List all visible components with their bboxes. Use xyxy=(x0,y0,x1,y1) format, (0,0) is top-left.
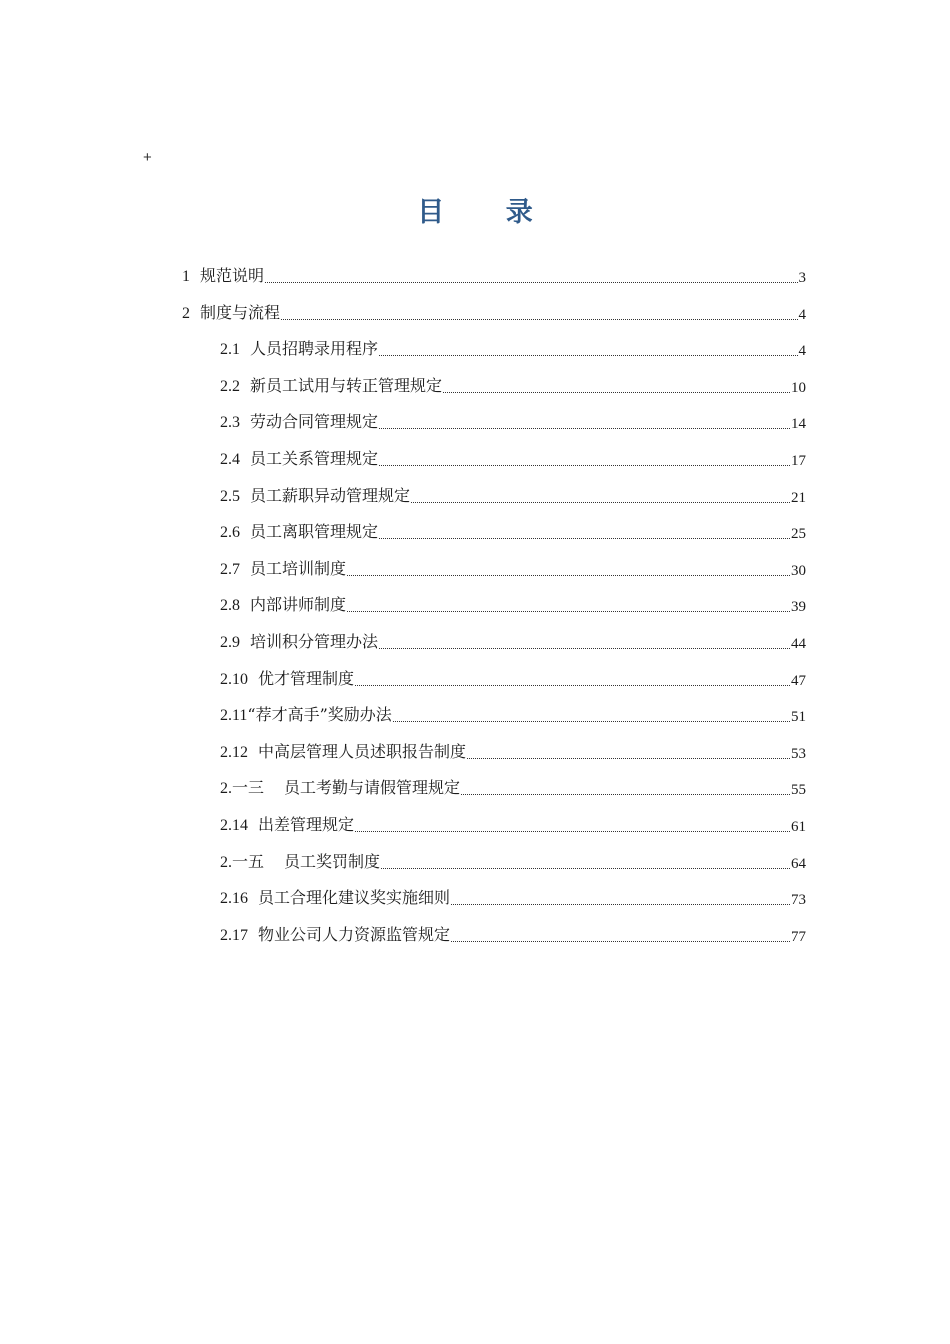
toc-dot-leader xyxy=(379,648,790,649)
toc-entry-text: 规范说明 xyxy=(200,266,265,285)
toc-entry-text: 员工薪职异动管理规定 xyxy=(250,485,411,505)
toc-entry-2-6[interactable] xyxy=(220,510,806,546)
toc-entry-label xyxy=(220,704,392,729)
toc-dot-leader xyxy=(355,685,790,686)
toc-entry-2-13[interactable] xyxy=(220,766,806,802)
toc-entry-label xyxy=(220,741,466,766)
anchor-mark: + xyxy=(143,149,152,166)
toc-entry-number: 2.14 xyxy=(220,817,248,834)
toc-entry-label xyxy=(220,777,460,802)
toc-entry-number: 2 xyxy=(182,304,190,322)
toc-entry-number: 2.10 xyxy=(220,670,248,688)
toc-entry-label xyxy=(220,814,354,839)
toc-entry-number: 2.2 xyxy=(220,377,240,395)
toc-entry-text: 出差管理规定 xyxy=(258,815,355,834)
toc-entry-2-1[interactable] xyxy=(220,327,806,363)
toc-page-number: 64 xyxy=(791,855,806,872)
toc-entry-number: 2.16 xyxy=(220,890,248,908)
toc-entry-text: 人员招聘录用程序 xyxy=(250,339,379,359)
toc-dot-leader xyxy=(451,941,790,942)
toc-entry-text: 物业公司人力资源监管规定 xyxy=(258,924,451,944)
toc-entry-text: 中高层管理人员述职报告制度 xyxy=(258,741,467,761)
toc-page-number: 53 xyxy=(791,745,806,762)
toc-page-number: 4 xyxy=(798,343,806,360)
toc-page-number: 3 xyxy=(798,270,806,286)
toc-entry-number: 2.3 xyxy=(220,414,240,432)
toc-entry-text: 员工奖罚制度 xyxy=(284,851,381,871)
toc-page-number: 73 xyxy=(791,892,806,909)
toc-title: 目 录 xyxy=(417,197,559,228)
toc-entry-2[interactable] xyxy=(182,291,806,327)
toc-entry-2-10[interactable] xyxy=(220,657,806,693)
toc-page-number: 21 xyxy=(791,489,806,506)
toc-entry-label xyxy=(220,594,346,619)
toc-entry-label xyxy=(220,631,378,656)
toc-entry-label xyxy=(220,924,450,949)
toc-page-number: 61 xyxy=(791,819,806,835)
toc-entry-text: 内部讲师制度 xyxy=(250,595,347,615)
toc-entry-2-9[interactable] xyxy=(220,620,806,656)
toc-entry-text: 员工关系管理规定 xyxy=(250,449,379,468)
toc-entry-number: 2.5 xyxy=(220,487,240,505)
toc-entry-text: 劳动合同管理规定 xyxy=(250,412,379,432)
toc-entry-label xyxy=(220,887,450,912)
toc-page-number: 44 xyxy=(791,636,806,652)
toc-entry-number: 2.4 xyxy=(220,451,240,468)
toc-entry-text: 优才管理制度 xyxy=(258,668,355,688)
toc-entry-text: 新员工试用与转正管理规定 xyxy=(250,375,443,395)
toc-entry-number: 2.一三 xyxy=(220,780,265,798)
toc-dot-leader xyxy=(461,794,790,795)
toc-entry-label xyxy=(182,302,280,327)
toc-entry-label xyxy=(220,411,378,436)
toc-entry-2-4[interactable] xyxy=(220,437,806,473)
toc-entry-label xyxy=(220,485,410,510)
toc-dot-leader xyxy=(379,355,797,356)
toc-entry-label xyxy=(220,558,346,583)
toc-page-number: 47 xyxy=(791,672,806,689)
toc-page-number: 30 xyxy=(791,562,806,579)
toc-entry-text: 员工考勤与请假管理规定 xyxy=(284,778,461,798)
toc-page-number: 39 xyxy=(791,599,806,616)
toc-entry-label xyxy=(182,265,264,290)
toc-entry-label xyxy=(220,338,378,363)
toc-dot-leader xyxy=(347,575,790,576)
toc-dot-leader xyxy=(355,831,790,832)
toc-page-number: 14 xyxy=(791,416,806,433)
toc-entry-label xyxy=(220,375,442,400)
toc-entry-2-7[interactable] xyxy=(220,547,806,583)
toc-entry-2-17[interactable] xyxy=(220,913,806,949)
toc-page-number: 4 xyxy=(798,306,806,323)
toc-entry-2-14[interactable] xyxy=(220,803,806,839)
toc-entry-2-16[interactable] xyxy=(220,876,806,912)
toc-entry-number: 2.8 xyxy=(220,597,240,615)
toc-dot-leader xyxy=(379,428,790,429)
toc-dot-leader xyxy=(379,465,790,466)
toc-page-number: 17 xyxy=(791,453,806,469)
toc-entry-label xyxy=(220,851,380,876)
toc-page-number: 77 xyxy=(791,928,806,945)
toc-entry-number: 2.6 xyxy=(220,524,240,542)
toc-entry-number: 1 xyxy=(182,268,190,285)
toc-entry-2-15[interactable] xyxy=(220,840,806,876)
toc-dot-leader xyxy=(281,319,797,320)
toc-dot-leader xyxy=(467,758,790,759)
toc-dot-leader xyxy=(379,538,790,539)
toc-dot-leader xyxy=(393,721,790,722)
toc-dot-leader xyxy=(265,282,797,283)
toc-entry-2-5[interactable] xyxy=(220,474,806,510)
toc-page-number: 25 xyxy=(791,526,806,543)
toc-dot-leader xyxy=(381,868,790,869)
toc-entry-2-12[interactable] xyxy=(220,730,806,766)
toc-entry-number: 2.1 xyxy=(220,341,240,359)
toc-entry-number: 2.9 xyxy=(220,634,240,651)
toc-entry-label xyxy=(220,521,378,546)
toc-page-number: 10 xyxy=(791,379,806,396)
toc-entry-label xyxy=(220,448,378,473)
toc-entry-2-11[interactable] xyxy=(220,693,806,729)
toc-entry-1[interactable] xyxy=(182,254,806,290)
toc-dot-leader xyxy=(443,392,790,393)
toc-entry-label xyxy=(220,668,354,693)
toc-entry-text: 员工培训制度 xyxy=(250,558,347,578)
toc-dot-leader xyxy=(451,904,790,905)
toc-entry-text: “荐才高手”奖励办法 xyxy=(247,705,392,725)
toc-dot-leader xyxy=(347,611,790,612)
toc-entry-2-8[interactable] xyxy=(220,583,806,619)
toc-entry-number: 2.12 xyxy=(220,743,248,761)
toc-entry-number: 2.11 xyxy=(220,707,248,725)
toc-entry-2-3[interactable] xyxy=(220,400,806,436)
toc-entry-2-2[interactable] xyxy=(220,364,806,400)
toc-page-number: 51 xyxy=(791,709,806,726)
toc-entry-number: 2.一五 xyxy=(220,853,265,871)
toc-entry-number: 2.7 xyxy=(220,560,240,578)
toc-entry-text: 培训积分管理办法 xyxy=(250,632,379,651)
toc-entry-text: 制度与流程 xyxy=(200,302,281,322)
toc-dot-leader xyxy=(411,502,790,503)
toc-page-number: 55 xyxy=(791,782,806,799)
toc-entry-number: 2.17 xyxy=(220,926,248,944)
toc-entry-text: 员工合理化建议奖实施细则 xyxy=(258,888,451,908)
toc-entry-text: 员工离职管理规定 xyxy=(250,522,379,542)
